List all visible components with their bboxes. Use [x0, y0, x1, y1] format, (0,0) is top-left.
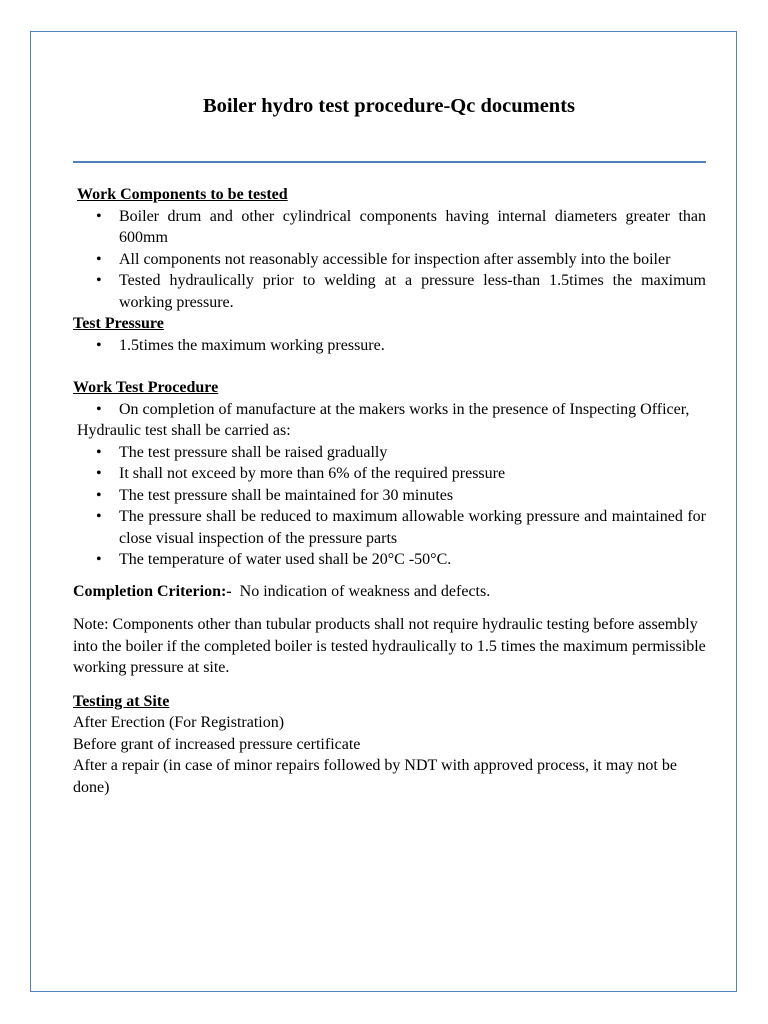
completion-label: Completion Criterion:-	[73, 582, 232, 600]
list-item: • The temperature of water used shall be 20°C -50°C.	[119, 549, 706, 571]
site-line: Before grant of increased pressure certificate	[73, 735, 361, 753]
list-item: • The pressure shall be reduced to maximum allowable working pressure and maintained for close visual inspection of the pressure parts	[119, 506, 706, 549]
site-line: After Erection (For Registration)	[73, 714, 285, 731]
components-heading-wrap	[73, 184, 706, 206]
completion-criterion	[73, 581, 706, 603]
components-heading: Work Components to be tested	[77, 186, 288, 203]
note-paragraph: Note: Components other than tubular products shall not require hydraulic testing before assembly into the boiler if the completed boiler is tested hydraulically to 1.5 times the maximum permissible working pressure at site.	[73, 616, 706, 676]
list-item: • It shall not exceed by more than 6% of the required pressure	[119, 463, 706, 485]
test-pressure-heading: Test Pressure	[73, 315, 164, 332]
procedure-heading: Work Test Procedure	[73, 379, 219, 396]
list-item: • The test pressure shall be raised gradually	[119, 442, 706, 464]
document-title: Boiler hydro test procedure-Qc documents	[202, 95, 575, 117]
title-divider	[73, 161, 706, 163]
list-item: • Boiler drum and other cylindrical components having internal diameters greater than 600mm	[119, 206, 706, 249]
components-list	[73, 206, 706, 314]
completion-text: No indication of weakness and defects.	[231, 582, 491, 600]
test-pressure-list	[73, 335, 706, 357]
site-line: After a repair (in case of minor repairs followed by NDT with approved process, it may not be done)	[73, 757, 677, 796]
procedure-intro: Hydraulic test shall be carried as:	[73, 422, 291, 439]
list-item: • The test pressure shall be maintained for 30 minutes	[119, 485, 706, 507]
procedure-steps	[73, 442, 706, 571]
list-item: • All components not reasonably accessible for inspection after assembly into the boiler	[119, 249, 706, 271]
procedure-list	[73, 399, 706, 421]
site-heading: Testing at Site	[73, 692, 170, 710]
list-item: • 1.5times the maximum working pressure.	[119, 335, 706, 357]
list-item: • On completion of manufacture at the makers works in the presence of Inspecting Officer,	[119, 399, 706, 421]
document-body	[73, 184, 706, 798]
list-item: • Tested hydraulically prior to welding at a pressure less-than 1.5times the maximum working pressure.	[119, 270, 706, 313]
